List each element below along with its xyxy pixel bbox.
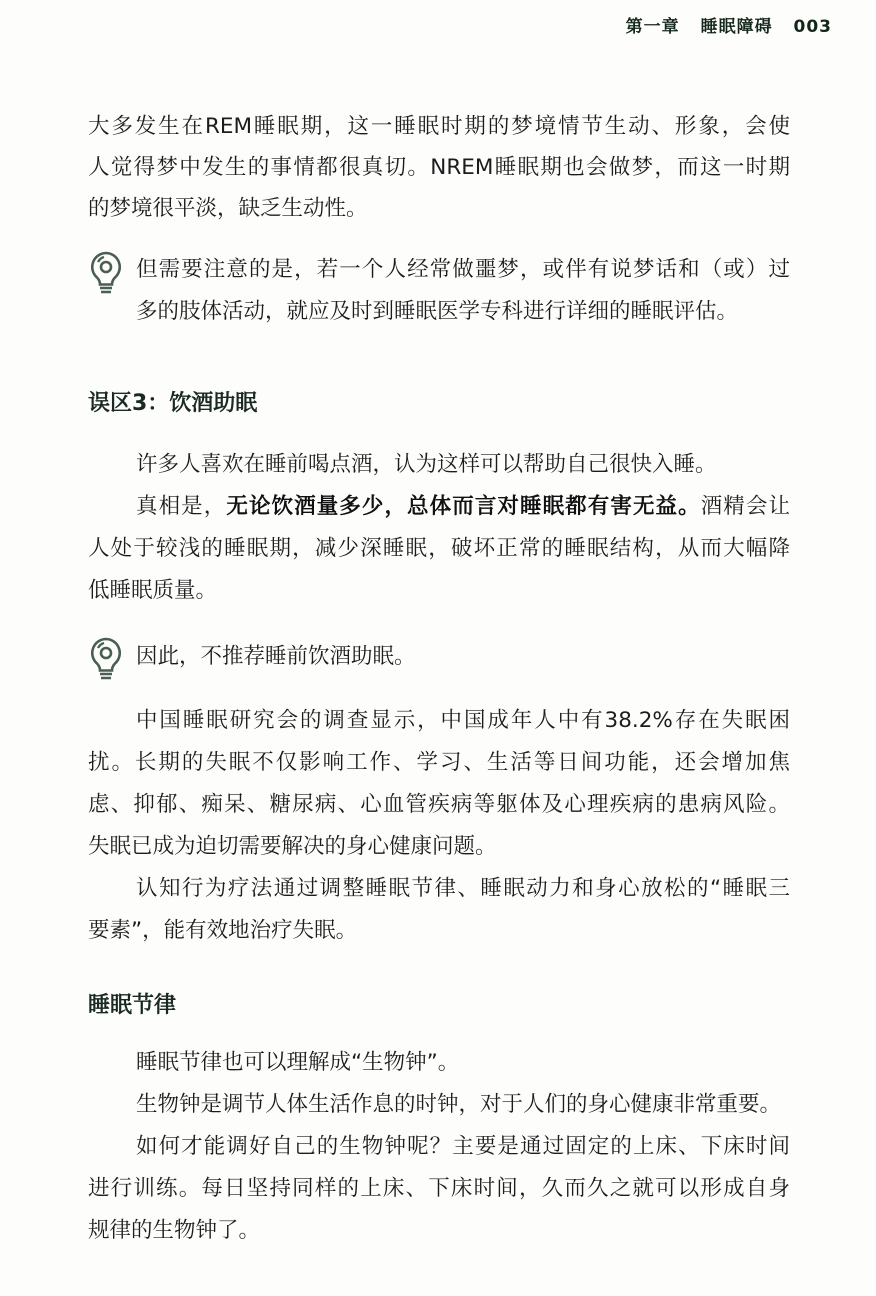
text-line: 扰。长期的失眠不仅影响工作、学习、生活等日间功能，还会增加焦: [88, 750, 790, 775]
text-line: 人处于较浅的睡眠期，减少深睡眠，破坏正常的睡眠结构，从而大幅降: [88, 536, 790, 561]
section-heading: 睡眠节律: [88, 993, 177, 1018]
text-line: 要素”，能有效地治疗失眠。: [88, 918, 358, 943]
chapter-title: 睡眠障碍: [700, 17, 773, 37]
text-line: 睡眠节律也可以理解成“生物钟”。: [136, 1050, 460, 1075]
tip-line: 但需要注意的是，若一个人经常做噩梦，或伴有说梦话和（或）过: [136, 257, 790, 282]
tip-line: 因此，不推荐睡前饮酒助眠。: [136, 644, 416, 669]
text-line: 中国睡眠研究会的调查显示，中国成年人中有38.2%存在失眠困: [136, 708, 790, 733]
text-line: 生物钟是调节人体生活作息的时钟，对于人们的身心健康非常重要。: [136, 1092, 782, 1117]
text-line: 如何才能调好自己的生物钟呢？主要是通过固定的上床、下床时间: [136, 1134, 790, 1159]
lightbulb-icon: [88, 636, 124, 682]
text-line: 大多发生在REM睡眠期，这一睡眠时期的梦境情节生动、形象，会使: [88, 114, 790, 139]
running-header: [612, 12, 832, 37]
text-line: [136, 492, 790, 522]
chapter-label: 第一章: [625, 17, 680, 37]
text-line: 虑、抑郁、痴呆、糖尿病、心血管疾病等躯体及心理疾病的患病风险。: [88, 792, 790, 817]
text-line: 许多人喜欢在睡前喝点酒，认为这样可以帮助自己很快入睡。: [136, 452, 717, 477]
text-line: 规律的生物钟了。: [88, 1218, 261, 1243]
text-line: 的梦境很平淡，缺乏生动性。: [88, 196, 368, 221]
text-line: 进行训练。每日坚持同样的上床、下床时间，久而久之就可以形成自身: [88, 1176, 790, 1201]
text-line: 人觉得梦中发生的事情都很真切。NREM睡眠期也会做梦，而这一时期: [88, 155, 790, 180]
lightbulb-icon: [88, 250, 124, 296]
text-line: 失眠已成为迫切需要解决的身心健康问题。: [88, 834, 497, 859]
bold-emphasis: 无论饮酒量多少，总体而言对睡眠都有害无益。: [226, 494, 701, 519]
tip-line: 多的肢体活动，就应及时到睡眠医学专科进行详细的睡眠评估。: [136, 299, 739, 324]
text-line: 低睡眠质量。: [88, 578, 218, 603]
section-heading: 误区3：饮酒助眠: [88, 391, 258, 416]
text-line: 认知行为疗法通过调整睡眠节律、睡眠动力和身心放松的“睡眠三: [136, 876, 790, 901]
text-lead: 真相是，: [136, 494, 227, 519]
text-tail: 酒精会让: [700, 494, 790, 519]
page-number: 003: [793, 17, 832, 37]
